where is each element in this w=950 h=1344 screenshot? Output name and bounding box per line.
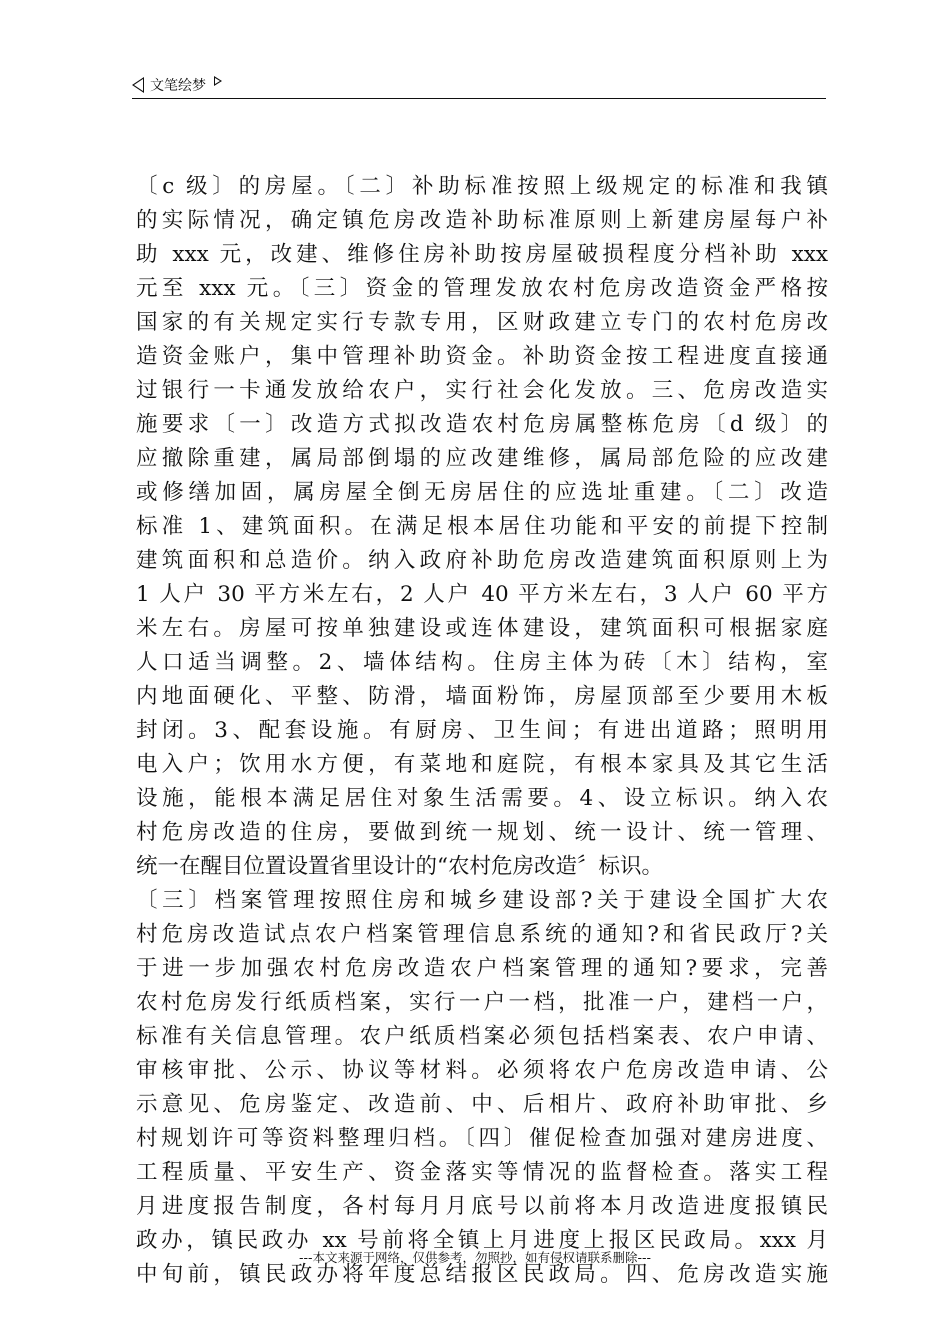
text-line: 农村危房发行纸质档案，实行一户一档，批准一户，建档一户， (136, 990, 828, 1015)
text-line: 统一在醒目位置设置省里设计的“农村危房改造〞标识。 (136, 854, 663, 879)
text-line: 或修缮加固，属房屋全倒无房居住的应选址重建。〔二〕改造 (136, 480, 828, 505)
text-line: 村危房改造的住房，要做到统一规划、统一设计、统一管理、 (136, 820, 828, 845)
text-line: 封闭。3、配套设施。有厨房、卫生间；有进出道路；照明用 (136, 718, 828, 743)
brand-name: 文笔绘梦 (150, 78, 206, 94)
page-footer: ---本文来源于网络，仅供参考，勿照抄，如有侵权请联系删除--- (298, 1250, 652, 1265)
text-line: 工程质量、平安生产、资金落实等情况的监督检查。落实工程 (136, 1160, 828, 1185)
text-line: 〔三〕档案管理按照住房和城乡建设部?关于建设全国扩大农 (136, 888, 828, 913)
text-line: 于进一步加强农村危房改造农户档案管理的通知?要求，完善 (136, 956, 828, 981)
text-line: 政办，镇民政办 xx 号前将全镇上月进度上报区民政局。xxx 月 (136, 1228, 828, 1253)
text-line: 过银行一卡通发放给农户，实行社会化发放。三、危房改造实 (136, 378, 828, 403)
text-line: 标准 1、建筑面积。在满足根本居住功能和平安的前提下控制 (136, 514, 828, 539)
text-line: 月进度报告制度，各村每月月底号以前将本月改造进度报镇民 (136, 1194, 828, 1219)
text-line: 建筑面积和总造价。纳入政府补助危房改造建筑面积原则上为 (136, 548, 828, 573)
text-line: 1 人户 30 平方米左右，2 人户 40 平方米左右，3 人户 60 平方 (136, 582, 828, 607)
text-line: 示意见、危房鉴定、改造前、中、后相片、政府补助审批、乡 (136, 1092, 828, 1117)
text-line: 米左右。房屋可按单独建设或连体建设，建筑面积可根据家庭 (136, 616, 828, 641)
triangle-right-icon (214, 76, 222, 86)
text-line: 设施，能根本满足居住对象生活需要。4、设立标识。纳入农 (136, 786, 828, 811)
text-line: 审核审批、公示、协议等材料。必须将农户危房改造申请、公 (136, 1058, 828, 1083)
document-body (136, 170, 828, 1292)
text-line: 的实际情况，确定镇危房改造补助标准原则上新建房屋每户补 (136, 208, 828, 233)
triangle-left-icon (132, 77, 144, 93)
text-line: 村危房改造试点农户档案管理信息系统的通知?和省民政厅?关 (136, 922, 828, 947)
document-header (132, 72, 222, 98)
text-line: 国家的有关规定实行专款专用，区财政建立专门的农村危房改 (136, 310, 828, 335)
text-line: 助 xxx 元，改建、维修住房补助按房屋破损程度分档补助 xxx (136, 242, 828, 267)
text-line: 应撤除重建，属局部倒塌的应改建维修，属局部危险的应改建 (136, 446, 828, 471)
header-rule (132, 98, 826, 99)
text-line: 村规划许可等资料整理归档。〔四〕催促检查加强对建房进度、 (136, 1126, 828, 1151)
text-line: 标准有关信息管理。农户纸质档案必须包括档案表、农户申请、 (136, 1024, 828, 1049)
text-line: 中旬前，镇民政办将年度总结报区民政局。四、危房改造实施 (136, 1262, 828, 1287)
text-line: 内地面硬化、平整、防滑，墙面粉饰，房屋顶部至少要用木板 (136, 684, 828, 709)
text-line: 〔c 级〕的房屋。〔二〕补助标准按照上级规定的标准和我镇 (136, 174, 828, 199)
text-line: 造资金账户，集中管理补助资金。补助资金按工程进度直接通 (136, 344, 828, 369)
text-line: 施要求〔一〕改造方式拟改造农村危房属整栋危房〔d 级〕的 (136, 412, 828, 437)
text-line: 电入户；饮用水方便，有菜地和庭院，有根本家具及其它生活 (136, 752, 828, 777)
text-line: 元至 xxx 元。〔三〕资金的管理发放农村危房改造资金严格按 (136, 276, 828, 301)
text-line: 人口适当调整。2、墙体结构。住房主体为砖〔木〕结构，室 (136, 650, 828, 675)
